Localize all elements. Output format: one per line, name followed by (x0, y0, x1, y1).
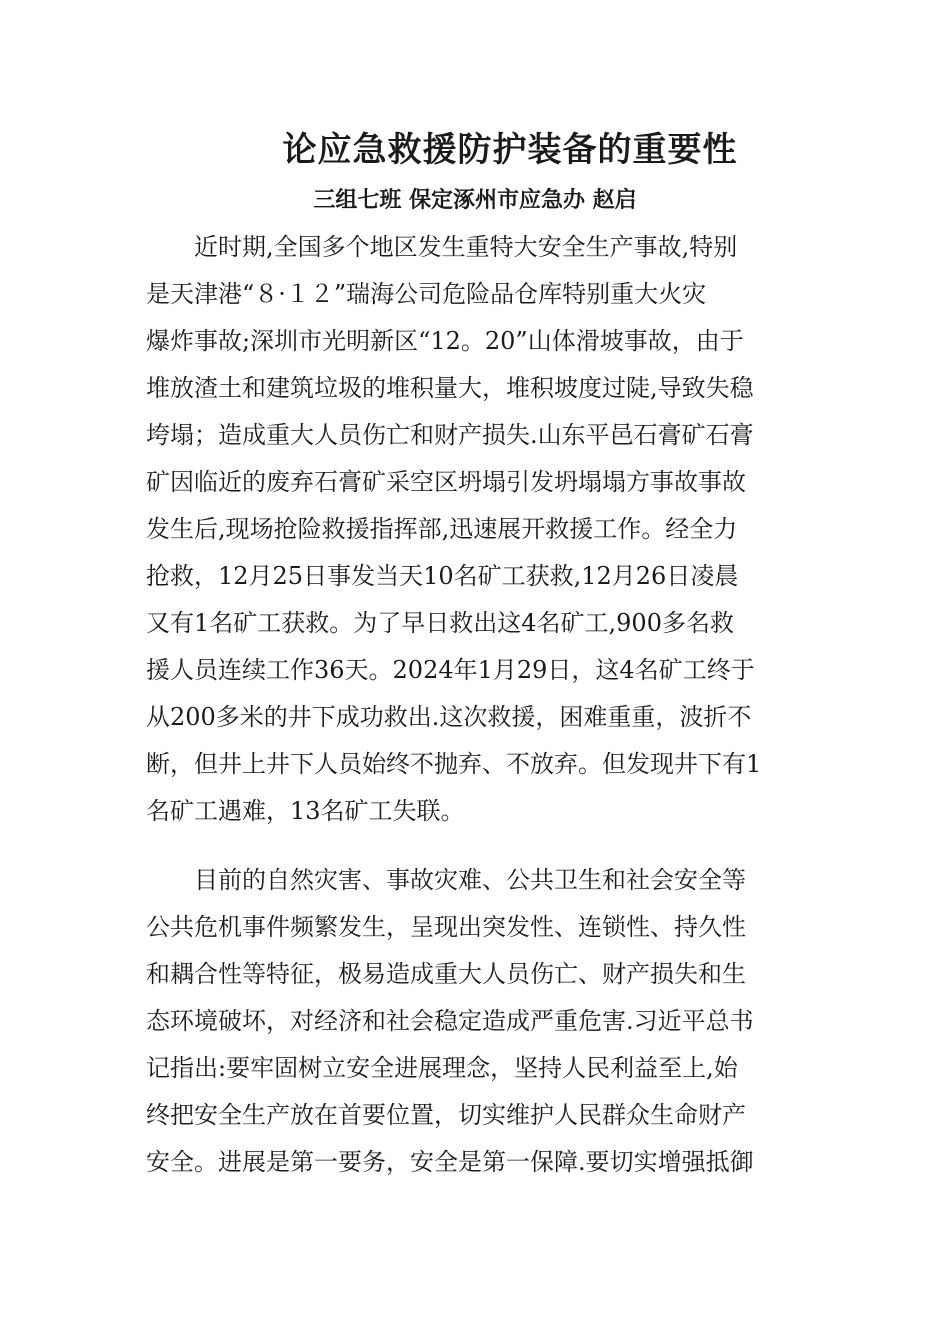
paragraph-2-line-7: 安全。进展是第一要务，安全是第一保障.要切实增强抵御 (146, 1148, 754, 1176)
paragraph-1-line-6: 矿因临近的废弃石膏矿采空区坍塌引发坍塌塌方事故事故 (146, 468, 746, 496)
paragraph-1-line-12: 断，但井上井下人员始终不抛弃、不放弃。但发现井下有1 (146, 750, 762, 778)
paragraph-2-line-5: 记指出:要牢固树立安全进展理念，坚持人民利益至上,始 (146, 1054, 738, 1082)
paragraph-1-line-1: 近时期,全国多个地区发生重特大安全生产事故,特别 (146, 233, 738, 261)
paragraph-2-line-4: 态环境破坏，对经济和社会稳定造成严重危害.习近平总书 (146, 1007, 754, 1035)
paragraph-1-line-10: 援人员连续工作36天。2024年1月29日，这4名矿工终于 (146, 656, 755, 684)
paragraph-1-line-4: 堆放渣土和建筑垃圾的堆积量大，堆积坡度过陡,导致失稳 (146, 374, 754, 402)
paragraph-1-line-9: 又有1名矿工获救。为了早日救出这4名矿工,900多名救 (146, 609, 734, 637)
document-title: 论应急救援防护装备的重要性 (282, 130, 738, 170)
author-byline: 三组七班 保定涿州市应急办 赵启 (313, 187, 637, 213)
paragraph-2-line-3: 和耦合性等特征，极易造成重大人员伤亡、财产损失和生 (146, 960, 746, 988)
paragraph-1-line-7: 发生后,现场抢险救援指挥部,迅速展开救援工作。经全力 (146, 515, 738, 543)
paragraph-2-line-6: 终把安全生产放在首要位置，切实维护人民群众生命财产 (146, 1101, 746, 1129)
paragraph-1-line-13: 名矿工遇难，13名矿工失联。 (146, 797, 465, 825)
paragraph-1-line-8: 抢救，12月25日事发当天10名矿工获救,12月26日凌晨 (146, 562, 739, 590)
paragraph-1-line-2: 是天津港“８·１２”瑞海公司危险品仓库特别重大火灾 (146, 280, 707, 308)
paragraph-2-line-1: 目前的自然灾害、事故灾难、公共卫生和社会安全等 (146, 866, 746, 894)
paragraph-2-line-2: 公共危机事件频繁发生，呈现出突发性、连锁性、持久性 (146, 913, 746, 941)
paragraph-1-line-3: 爆炸事故;深圳市光明新区“12。20”山体滑坡事故，由于 (146, 327, 744, 355)
paragraph-1-line-11: 从200多米的井下成功救出.这次救援，困难重重，波折不 (146, 703, 752, 731)
paragraph-1-line-5: 垮塌；造成重大人员伤亡和财产损失.山东平邑石膏矿石膏 (146, 421, 754, 449)
